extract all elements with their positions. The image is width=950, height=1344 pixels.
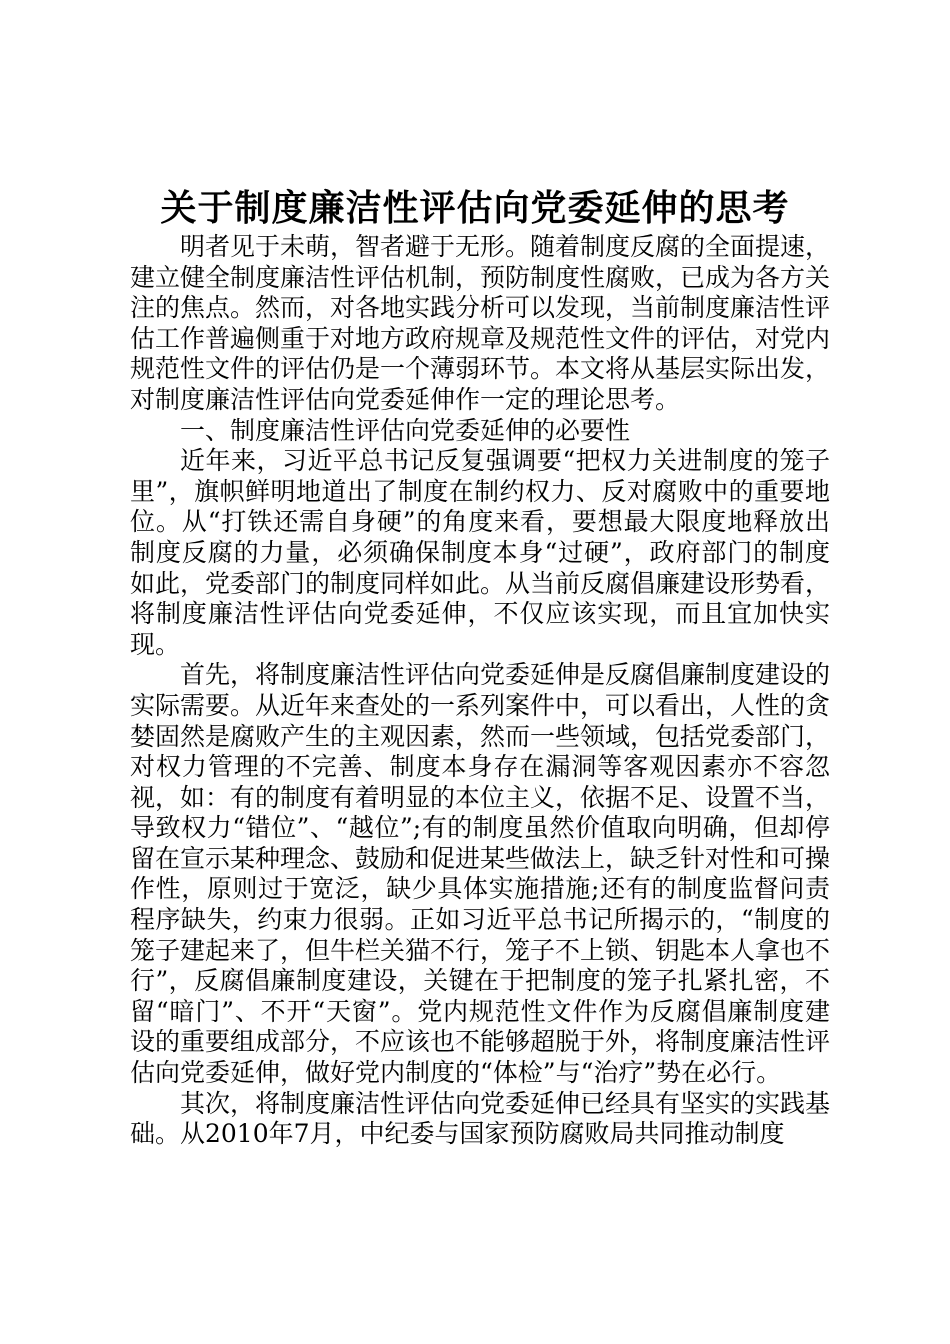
paragraph-first-point: 首先，将制度廉洁性评估向党委延伸是反腐倡廉制度建设的实际需要。从近年来查处的一系列案件中，可以看出，人性的贪婪固然是腐败产生的主观因素，然而一些领域，包括党委部门，对权力管理的不完善、制度本身存在漏洞等客观因素亦不容忽视，如：有的制度有着明显的本位主义，依据不足、设置不当，导致权力“错位”、“越位”;有的制度虽然价值取向明确，但却停留在宣示某种理念、鼓励和促进某些做法上，缺乏针对性和可操作性，原则过于宽泛，缺少具体实施措施;还有的制度监督问责程序缺失，约束力很弱。正如习近平总书记所揭示的，“制度的笼子建起来了，但牛栏关猫不行，笼子不上锁、钥匙本人拿也不行”，反腐倡廉制度建设，关键在于把制度的笼子扎紧扎密，不留“暗门”、不开“天窗”。党内规范性文件作为反腐倡廉制度建设的重要组成部分，不应该也不能够超脱于外，将制度廉洁性评估向党委延伸，做好党内制度的“体检”与“治疗”势在必行。 xyxy=(130,660,831,1088)
paragraph-intro: 明者见于未萌，智者避于无形。随着制度反腐的全面提速，建立健全制度廉洁性评估机制，预防制度性腐败，已成为各方关注的焦点。然而，对各地实践分析可以发现，当前制度廉洁性评估工作普遍侧重于对地方政府规章及规范性文件的评估，对党内规范性文件的评估仍是一个薄弱环节。本文将从基层实际出发，对制度廉洁性评估向党委延伸作一定的理论思考。 xyxy=(130,232,831,414)
paragraph-second-point: 其次，将制度廉洁性评估向党委延伸已经具有坚实的实践基础。从2010年7月，中纪委与国家预防腐败局共同推动制度 xyxy=(130,1088,831,1149)
document-title: 关于制度廉洁性评估向党委延伸的思考 xyxy=(160,187,790,229)
paragraph-necessity: 近年来，习近平总书记反复强调要“把权力关进制度的笼子里”，旗帜鲜明地道出了制度在制约权力、反对腐败中的重要地位。从“打铁还需自身硬”的角度来看，要想最大限度地释放出制度反腐的力量，必须确保制度本身“过硬”，政府部门的制度如此，党委部门的制度同样如此。从当前反腐倡廉建设形势看，将制度廉洁性评估向党委延伸，不仅应该实现，而且宜加快实现。 xyxy=(130,446,831,659)
section-heading: 一、制度廉洁性评估向党委延伸的必要性 xyxy=(180,415,631,445)
document-body xyxy=(130,232,830,1150)
